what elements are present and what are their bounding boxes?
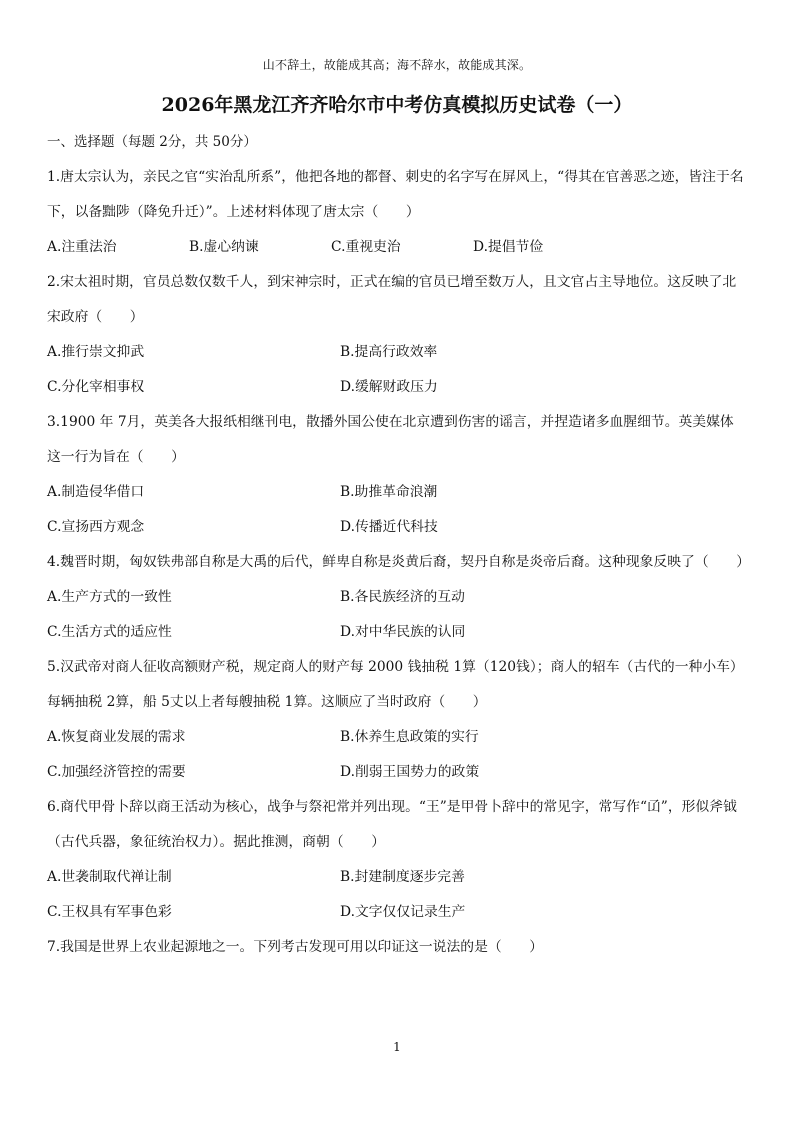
option-c: C.加强经济管控的需要 [47,764,186,780]
question-options [47,720,747,755]
question-options [47,615,747,650]
option-c: C.生活方式的适应性 [47,624,172,640]
option-d: D.削弱王国势力的政策 [340,764,480,780]
question-7 [47,930,747,965]
option-b: B.助推革命浪潮 [340,484,438,500]
option-c: C.重视吏治 [331,239,401,255]
page-number: 1 [393,1040,401,1054]
option-b: B.休养生息政策的实行 [340,729,479,745]
question-2 [47,265,747,405]
question-options [47,370,747,405]
question-list [47,160,751,965]
option-a: A.世袭制取代禅让制 [47,869,172,885]
question-stem: 3.1900 年 7月，英美各大报纸相继刊电，散播外国公使在北京遭到伤害的谣言，并捏造诸多血腥细节。英美媒体这一行为旨在（ ） [47,414,734,465]
section-heading: 一、选择题（每题 2分，共 50分） [47,134,257,150]
question-1 [47,160,747,265]
question-5 [47,650,747,790]
header-motto: 山不辞土，故能成其高；海不辞水，故能成其深。 [262,58,532,72]
question-options [47,510,747,545]
option-d: D.缓解财政压力 [340,379,438,395]
question-options [47,230,747,265]
option-c: C.分化宰相事权 [47,379,145,395]
option-a: A.生产方式的一致性 [47,589,172,605]
option-b: B.提高行政效率 [340,344,438,360]
question-options [47,580,747,615]
option-d: D.文字仅仅记录生产 [340,904,466,920]
question-stem: 1.唐太宗认为，亲民之官“实治乱所系”，他把各地的都督、刺史的名字写在屏风上，“得其在官善恶之迹，皆注于名下，以备黜陟（降免升迁）”。上述材料体现了唐太宗（ ） [47,169,744,220]
option-b: B.各民族经济的互动 [340,589,465,605]
question-options [47,755,747,790]
question-6 [47,790,747,930]
option-c: C.王权具有军事色彩 [47,904,172,920]
option-c: C.宣扬西方观念 [47,519,145,535]
question-stem: 7.我国是世界上农业起源地之一。下列考古发现可用以印证这一说法的是（ ） [47,939,544,955]
option-a: A.恢复商业发展的需求 [47,729,186,745]
option-a: A.推行崇文抑武 [47,344,145,360]
exam-title: 2026年黑龙江齐齐哈尔市中考仿真模拟历史试卷（一） [161,94,633,116]
option-a: A.制造侵华借口 [47,484,145,500]
option-d: D.对中华民族的认同 [340,624,466,640]
question-stem: 5.汉武帝对商人征收高额财产税，规定商人的财产每 2000 钱抽税 1算（120钱）；商人的轺车（古代的一种小车）每辆抽税 2算，船 5丈以上者每艘抽税 1算。这顺应了当时政府（ ） [47,659,744,710]
question-stem: 4.魏晋时期，匈奴铁弗部自称是大禹的后代，鲜卑自称是炎黄后裔，契丹自称是炎帝后裔。这种现象反映了（ ） [47,554,751,570]
question-options [47,335,747,370]
option-b: B.封建制度逐步完善 [340,869,465,885]
option-d: D.传播近代科技 [340,519,438,535]
option-a: A.注重法治 [47,239,117,255]
option-d: D.提倡节俭 [473,239,544,255]
question-options [47,475,747,510]
question-stem: 6.商代甲骨卜辞以商王活动为核心，战争与祭祀常并列出现。“王”是甲骨卜辞中的常见字，常写作“𠙶”，形似斧钺（古代兵器，象征统治权力）。据此推测，商朝（ ） [47,799,737,850]
question-4 [47,545,751,650]
question-options [47,860,747,895]
question-options [47,895,747,930]
question-3 [47,405,747,545]
question-stem: 2.宋太祖时期，官员总数仅数千人，到宋神宗时，正式在编的官员已增至数万人，且文官占主导地位。这反映了北宋政府（ ） [47,274,737,325]
option-b: B.虚心纳谏 [189,239,259,255]
